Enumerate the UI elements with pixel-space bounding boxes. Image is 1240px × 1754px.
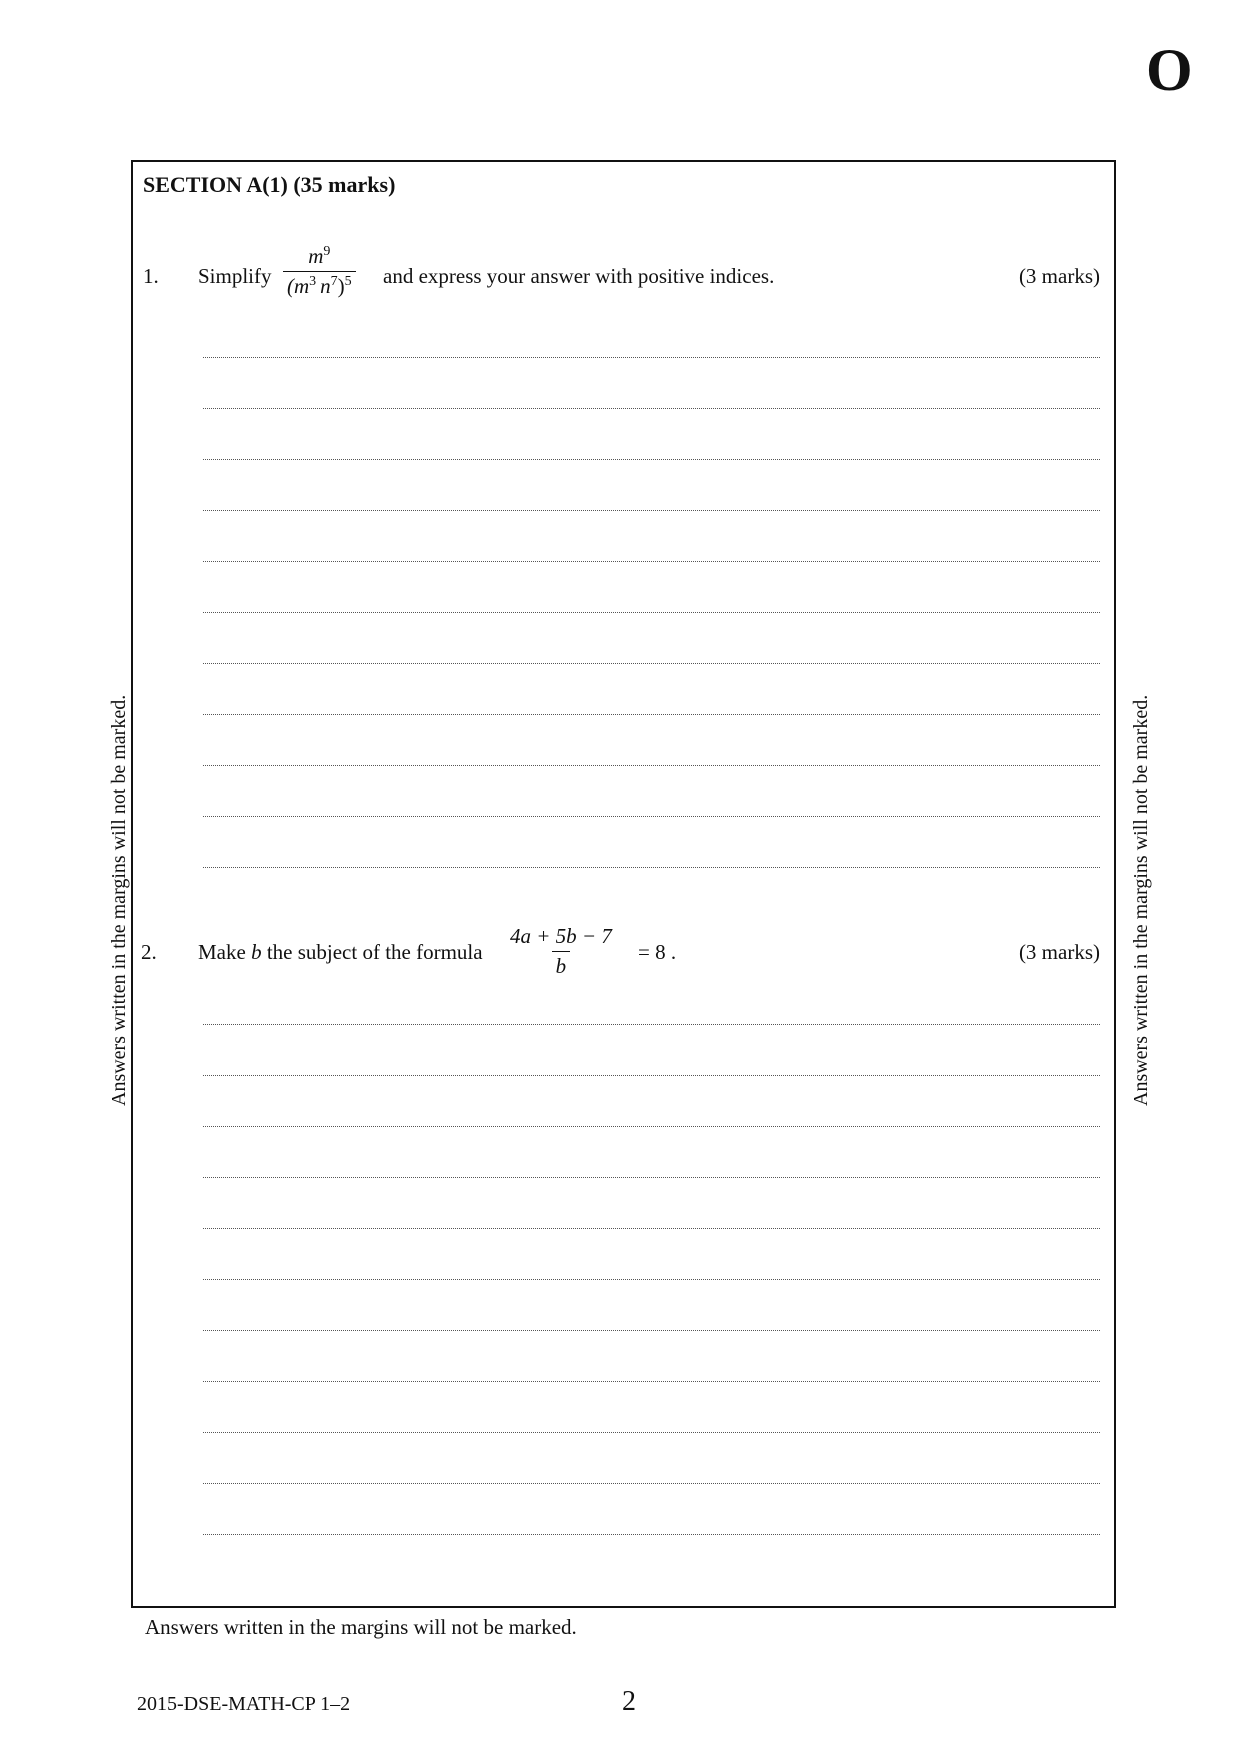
question-1-fraction-numerator: $m^9$ bbox=[308, 244, 331, 268]
answer-line bbox=[203, 714, 1100, 715]
answer-line bbox=[203, 765, 1100, 766]
answer-line bbox=[203, 1534, 1100, 1535]
answer-line bbox=[203, 408, 1100, 409]
answer-line bbox=[203, 663, 1100, 664]
answer-line bbox=[203, 1024, 1100, 1025]
answer-line bbox=[203, 816, 1100, 817]
question-1-tail: and express your answer with positive indices. bbox=[383, 264, 775, 288]
corner-mark: O bbox=[1146, 37, 1193, 103]
answer-line bbox=[203, 1330, 1100, 1331]
answer-line bbox=[203, 1075, 1100, 1076]
answer-line bbox=[203, 612, 1100, 613]
question-1-lead: Simplify bbox=[198, 264, 272, 288]
answer-line bbox=[203, 867, 1100, 868]
question-2-tail: = 8 . bbox=[638, 940, 677, 964]
section-title: SECTION A(1) (35 marks) bbox=[143, 172, 396, 197]
answer-line bbox=[203, 1432, 1100, 1433]
question-2-marks: (3 marks) bbox=[1018, 940, 1100, 964]
paper-code: 2015-DSE-MATH-CP 1–2 bbox=[137, 1693, 351, 1715]
answer-line bbox=[203, 357, 1100, 358]
question-1-fraction bbox=[283, 244, 356, 299]
question-1-answer-area[interactable] bbox=[203, 357, 1100, 867]
question-1-number: 1. bbox=[143, 264, 159, 288]
answer-line bbox=[203, 1228, 1100, 1229]
question-1-fraction-denominator: ($m^3$ $n^7)^5$ bbox=[283, 271, 356, 299]
question-2-answer-area[interactable] bbox=[203, 1024, 1100, 1534]
answer-line bbox=[203, 1126, 1100, 1127]
question-2-fraction bbox=[506, 924, 616, 979]
question-2-number: 2. bbox=[141, 940, 157, 964]
answer-line bbox=[203, 1279, 1100, 1280]
answer-line bbox=[203, 1483, 1100, 1484]
question-2-fraction-numerator: 4a + 5b − 7 bbox=[510, 924, 612, 948]
answer-line bbox=[203, 510, 1100, 511]
question-2-lead: Make b the subject of the formula bbox=[198, 940, 483, 964]
right-margin-warning: Answers written in the margins will not be marked. bbox=[1130, 694, 1152, 1106]
page-number: 2 bbox=[622, 1686, 636, 1717]
answer-line bbox=[203, 459, 1100, 460]
question-1-marks: (3 marks) bbox=[1018, 264, 1100, 288]
left-margin-warning: Answers written in the margins will not be marked. bbox=[108, 694, 130, 1106]
question-2-fraction-denominator: b bbox=[552, 951, 571, 979]
answer-line bbox=[203, 561, 1100, 562]
answer-line bbox=[203, 1177, 1100, 1178]
answer-frame bbox=[131, 160, 1116, 1608]
footer-margin-note: Answers written in the margins will not be marked. bbox=[145, 1615, 577, 1639]
answer-line bbox=[203, 1381, 1100, 1382]
